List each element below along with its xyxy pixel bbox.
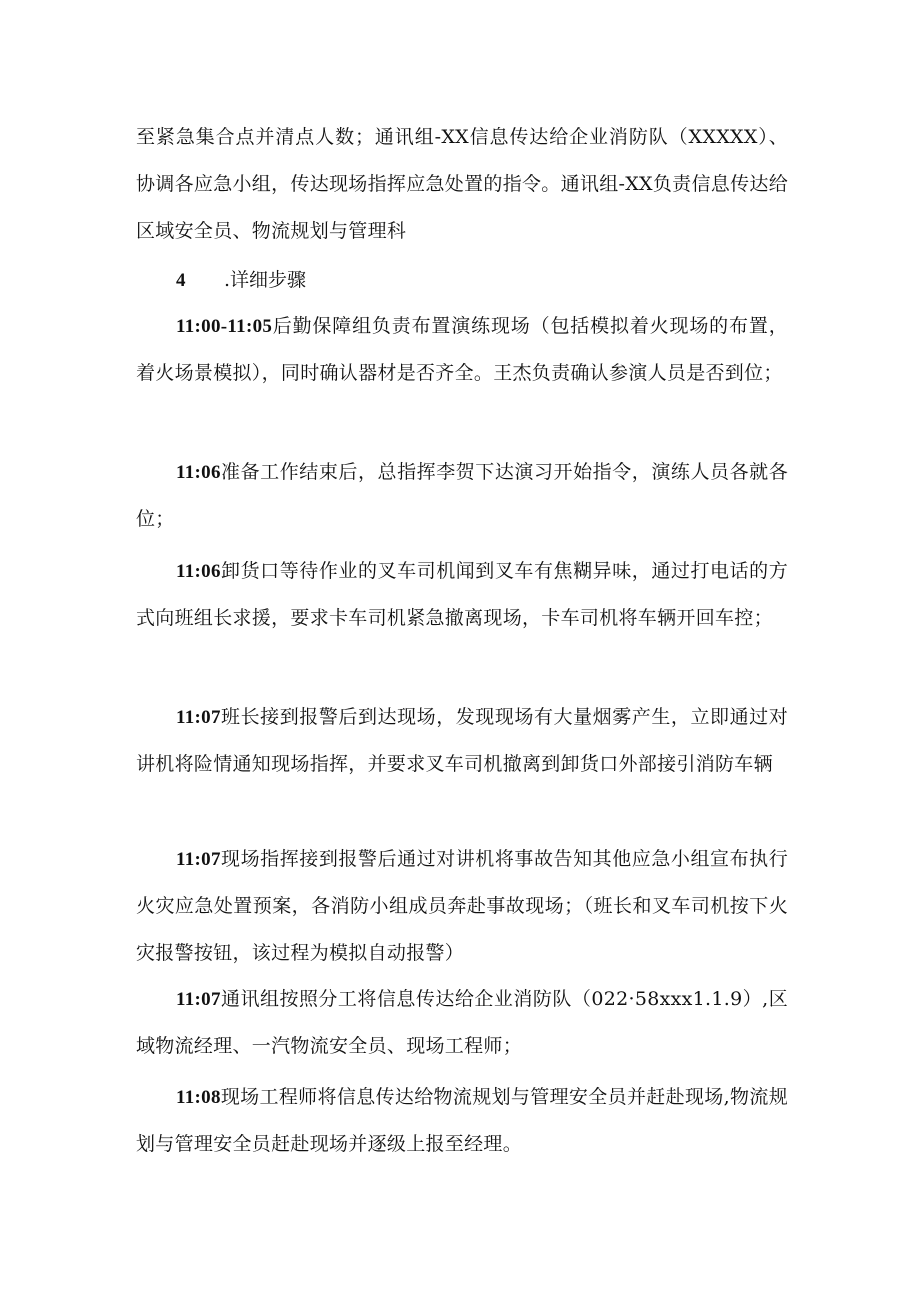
step-time: 11:07 [176, 849, 221, 870]
step-text: 后勤保障组负责布置演练现场（包括模拟着火现场的布置，着火场景模拟），同时确认器材是否齐全。王杰负责确认参演人员是否到位； [136, 315, 788, 384]
section-title: .详细步骤 [224, 269, 307, 291]
section-heading [176, 257, 306, 304]
intro-paragraph: 至紧急集合点并清点人数；通讯组-XX信息传达给企业消防队（XXXXX）、协调各应急小组，传达现场指挥应急处置的指令。通讯组-XX负责信息传达给区域安全员、物流规划与管理科 [136, 126, 788, 242]
step-time: 11:07 [176, 989, 221, 1010]
step-time: 11:07 [176, 707, 221, 728]
step-paragraph [136, 1074, 788, 1168]
step-text: 现场工程师将信息传达给物流规划与管理安全员并赶赴现场,物流规划与管理安全员赶赴现场并逐级上报至经理。 [136, 1086, 788, 1155]
step-time: 11:08 [176, 1087, 221, 1108]
step-paragraph [136, 548, 788, 642]
step-paragraph [136, 976, 788, 1070]
step-paragraph [136, 694, 788, 788]
step-text: 现场指挥接到报警后通过对讲机将事故告知其他应急小组宣布执行火灾应急处置预案，各消防小组成员奔赴事故现场；（班长和叉车司机按下火灾报警按钮，该过程为模拟自动报警） [136, 848, 788, 964]
step-paragraph [136, 449, 788, 543]
step-paragraph [136, 303, 788, 397]
step-paragraph [136, 836, 788, 977]
step-text: 班长接到报警后到达现场，发现现场有大量烟雾产生，立即通过对讲机将险情通知现场指挥，并要求叉车司机撤离到卸货口外部接引消防车辆 [136, 706, 788, 775]
step-text: 准备工作结束后，总指挥李贺下达演习开始指令，演练人员各就各位； [136, 461, 788, 530]
section-number: 4 [176, 270, 186, 291]
step-text: 通讯组按照分工将信息传达给企业消防队（022·58xxx1.1.9）,区域物流经理、一汽物流安全员、现场工程师； [136, 988, 788, 1057]
step-time: 11:06 [176, 462, 221, 483]
step-text: 卸货口等待作业的叉车司机闻到叉车有焦糊异味，通过打电话的方式向班组长求援，要求卡车司机紧急撤离现场，卡车司机将车辆开回车控； [136, 560, 788, 629]
step-time: 11:00-11:05 [176, 316, 273, 337]
step-time: 11:06 [176, 561, 221, 582]
